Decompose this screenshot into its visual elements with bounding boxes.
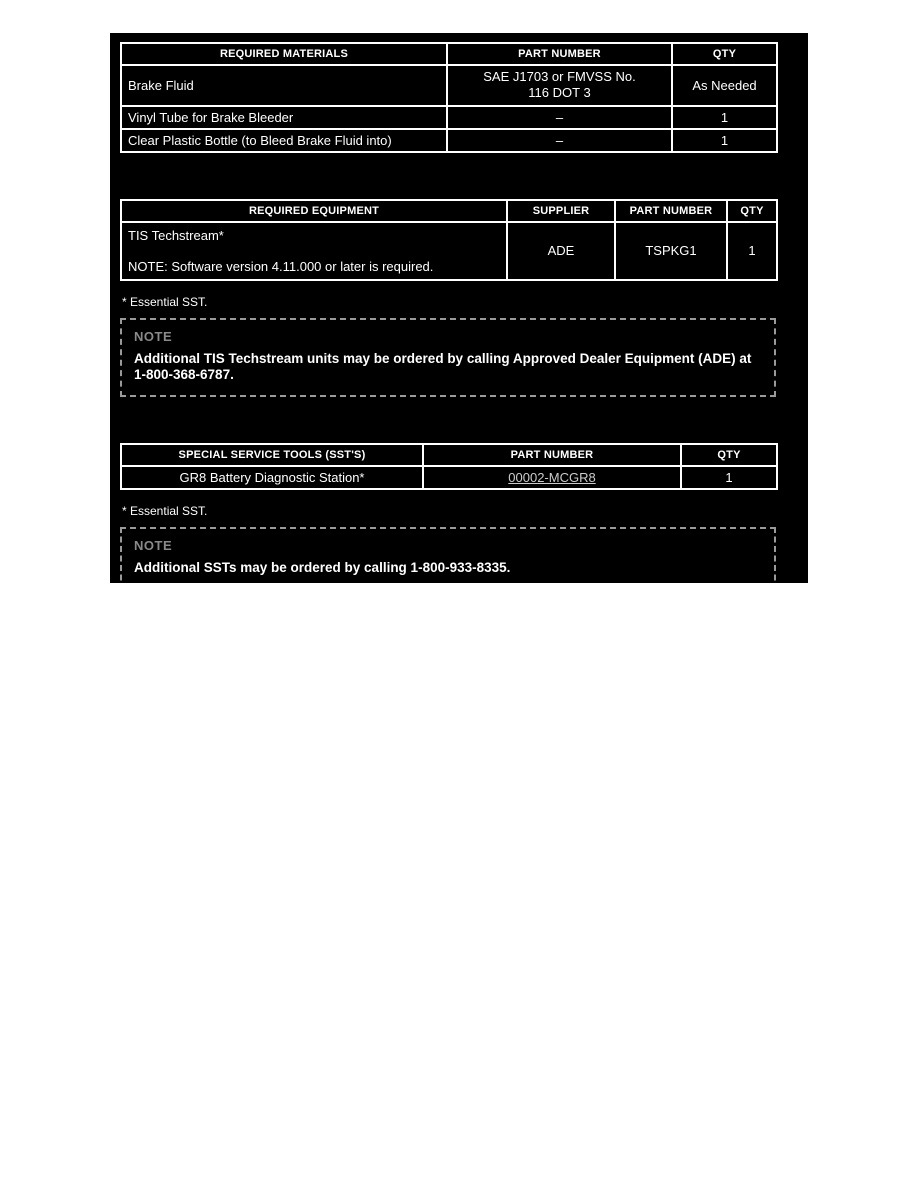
essential-sst-footnote: * Essential SST. [122,503,208,518]
table-row [121,466,777,489]
service-manual-page [110,33,808,583]
table-header-row [121,200,777,222]
part-number-link[interactable]: 00002-MCGR8 [508,469,596,485]
note-label: NOTE [134,537,173,553]
table-row [121,106,777,129]
material-qty: As Needed [672,65,777,106]
sst-part-number-cell [423,466,681,489]
material-qty: 1 [672,106,777,129]
note-text: Additional SSTs may be ordered by calling 1-800-933-8335. [134,559,511,575]
equipment-part-number: TSPKG1 [615,222,727,280]
sst-tool-name: GR8 Battery Diagnostic Station* [121,466,423,489]
col-header-required-materials: REQUIRED MATERIALS [121,43,447,65]
equipment-cell [121,222,507,280]
col-header-qty: QTY [681,444,777,466]
material-part-number: – [447,106,672,129]
material-name: Brake Fluid [121,65,447,106]
material-name: Clear Plastic Bottle (to Bleed Brake Fluid into) [121,129,447,152]
material-qty: 1 [672,129,777,152]
col-header-part-number: PART NUMBER [423,444,681,466]
material-part-number [447,65,672,106]
note-label: NOTE [134,328,173,344]
col-header-special-service-tools: SPECIAL SERVICE TOOLS (SST'S) [121,444,423,466]
material-name: Vinyl Tube for Brake Bleeder [121,106,447,129]
equipment-cell-lines [128,226,500,276]
table-header-row [121,444,777,466]
note-text: Additional TIS Techstream units may be ordered by calling Approved Dealer Equipment (ADE) at 1-800-368-6787. [134,350,752,382]
material-part-number: – [447,129,672,152]
col-header-supplier: SUPPLIER [507,200,615,222]
col-header-part-number: PART NUMBER [615,200,727,222]
equipment-name: TIS Techstream* [128,227,224,243]
col-header-required-equipment: REQUIRED EQUIPMENT [121,200,507,222]
table-header-row [121,43,777,65]
table-row [121,65,777,106]
special-service-tools-table [120,443,778,490]
equipment-supplier: ADE [507,222,615,280]
essential-sst-footnote: * Essential SST. [122,294,208,309]
equipment-note: NOTE: Software version 4.11.000 or later is required. [128,258,434,274]
col-header-part-number: PART NUMBER [447,43,672,65]
required-equipment-table [120,199,778,281]
note-box [120,527,776,583]
col-header-qty: QTY [672,43,777,65]
sst-qty: 1 [681,466,777,489]
note-box [120,318,776,397]
part-number-text: SAE J1703 or FMVSS No. 116 DOT 3 [483,69,636,101]
required-materials-table [120,42,778,153]
table-row [121,129,777,152]
col-header-qty: QTY [727,200,777,222]
equipment-qty: 1 [727,222,777,280]
table-row [121,222,777,280]
